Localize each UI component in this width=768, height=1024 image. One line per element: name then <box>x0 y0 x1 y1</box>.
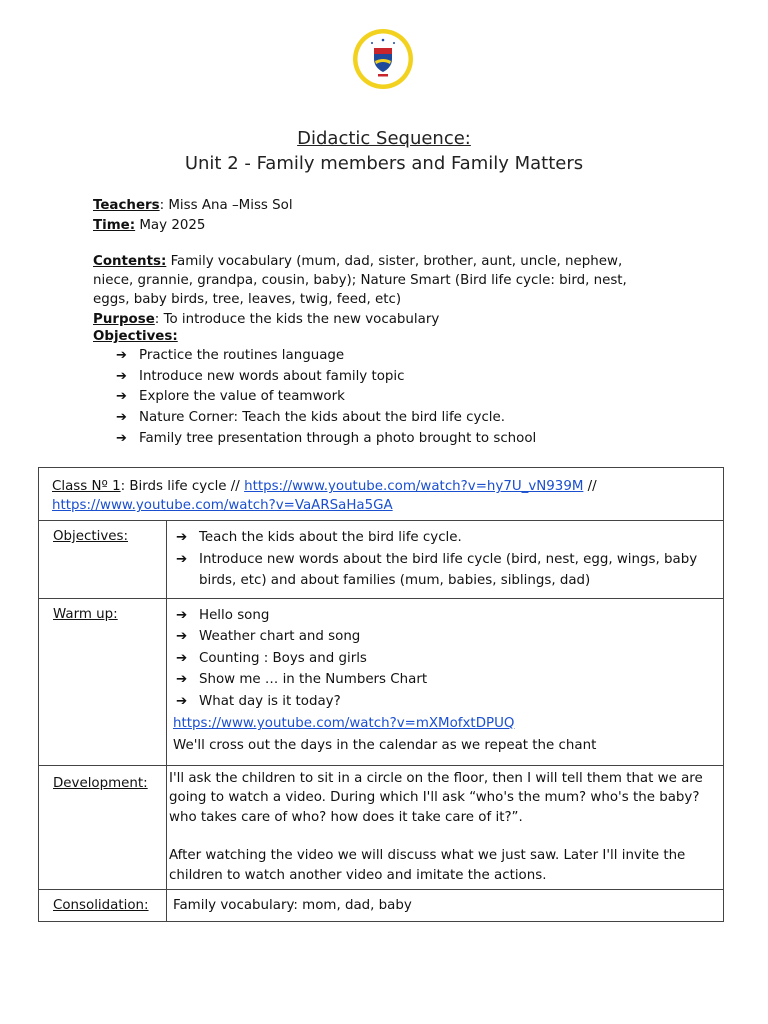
list-item: ➔ Hello song <box>173 605 717 627</box>
arrow-icon: ➔ <box>176 607 188 623</box>
arrow-icon: ➔ <box>176 629 188 644</box>
arrow-icon: ➔ <box>116 368 127 384</box>
warmup-video-link[interactable]: https://www.youtube.com/watch?v=mXMofxtDPUQ <box>173 716 515 731</box>
school-logo <box>352 28 414 90</box>
list-item: ➔ Teach the kids about the bird life cycle. <box>173 527 717 549</box>
list-item: ➔ Introduce new words about family topic <box>116 368 405 384</box>
class-title: : Birds life cycle // <box>120 479 245 494</box>
arrow-icon: ➔ <box>116 430 127 446</box>
arrow-icon: ➔ <box>176 672 188 687</box>
link-separator: // <box>583 479 597 494</box>
lesson-plan-table <box>38 467 724 922</box>
list-item: ➔ Introduce new words about the bird life cycle (bird, nest, egg, wings, baby birds, etc) and about families (mum, babies, siblings, dad) <box>173 549 717 592</box>
class-label: Class Nº 1 <box>52 479 121 494</box>
arrow-icon: ➔ <box>176 551 188 567</box>
arrow-icon: ➔ <box>116 409 127 425</box>
development-paragraph-1: I'll ask the children to sit in a circle on the floor, then I will tell them that we are going to watch a video. During which I'll ask “who's the mum? who's the baby? who takes care of who? how does it take care of it?”. <box>169 770 703 825</box>
contents-label: Contents: <box>93 254 167 269</box>
list-item: ➔ Practice the routines language <box>116 347 345 363</box>
contents-value: Family vocabulary (mum, dad, sister, brother, aunt, uncle, nephew, niece, grannie, grandpa, cousin, baby); Nature Smart (Bird life cycle: bird, nest, eggs, baby birds, tree, leaves, twig, feed, etc) <box>93 254 627 307</box>
list-item: ➔ Show me … in the Numbers Chart <box>173 669 717 691</box>
contents-line <box>93 252 653 309</box>
list-item: ➔ Family tree presentation through a photo brought to school <box>116 430 537 446</box>
purpose-value: : To introduce the kids the new vocabulary <box>154 312 440 327</box>
consolidation-row <box>39 890 724 922</box>
list-item: ➔ What day is it today? <box>173 691 717 713</box>
arrow-icon: ➔ <box>116 389 127 405</box>
development-row <box>39 765 724 890</box>
list-item: ➔ Explore the value of teamwork <box>116 389 345 405</box>
video-link-2[interactable]: https://www.youtube.com/watch?v=VaARSaHa5GA <box>52 498 393 513</box>
development-paragraph-2: After watching the video we will discuss what we just saw. Later I'll invite the children to watch another video and imitate the actions. <box>169 848 686 883</box>
warmup-row-label: Warm up: <box>39 598 167 765</box>
time-line <box>93 216 653 235</box>
arrow-icon: ➔ <box>176 693 188 709</box>
consolidation-row-label: Consolidation: <box>39 890 167 922</box>
purpose-label: Purpose <box>93 312 155 327</box>
list-item: ➔ Nature Corner: Teach the kids about the bird life cycle. <box>116 409 506 425</box>
warmup-note: We'll cross out the days in the calendar as we repeat the chant <box>173 738 597 753</box>
consolidation-text: Family vocabulary: mom, dad, baby <box>167 890 724 922</box>
list-item: ➔ Weather chart and song <box>173 626 717 648</box>
objectives-row-label: Objectives: <box>39 521 167 599</box>
class-header-row <box>39 468 724 521</box>
warmup-row <box>39 598 724 765</box>
teachers-label: Teachers <box>93 198 160 213</box>
doc-title: Didactic Sequence: <box>297 128 471 149</box>
teachers-line <box>93 196 653 215</box>
doc-subtitle: Unit 2 - Family members and Family Matters <box>184 153 584 174</box>
objectives-row <box>39 521 724 599</box>
teachers-value: : Miss Ana –Miss Sol <box>159 198 293 213</box>
arrow-icon: ➔ <box>176 530 188 545</box>
video-link-1[interactable]: https://www.youtube.com/watch?v=hy7U_vN939M <box>244 479 584 494</box>
objectives-list <box>116 345 676 448</box>
development-row-label: Development: <box>39 765 167 890</box>
time-label: Time: <box>93 218 136 233</box>
objectives-label: Objectives: <box>93 329 178 344</box>
arrow-icon: ➔ <box>176 650 188 666</box>
time-value: May 2025 <box>135 218 206 233</box>
list-item: ➔ Counting : Boys and girls <box>173 648 717 670</box>
arrow-icon: ➔ <box>116 347 127 363</box>
objectives-heading <box>93 327 653 346</box>
